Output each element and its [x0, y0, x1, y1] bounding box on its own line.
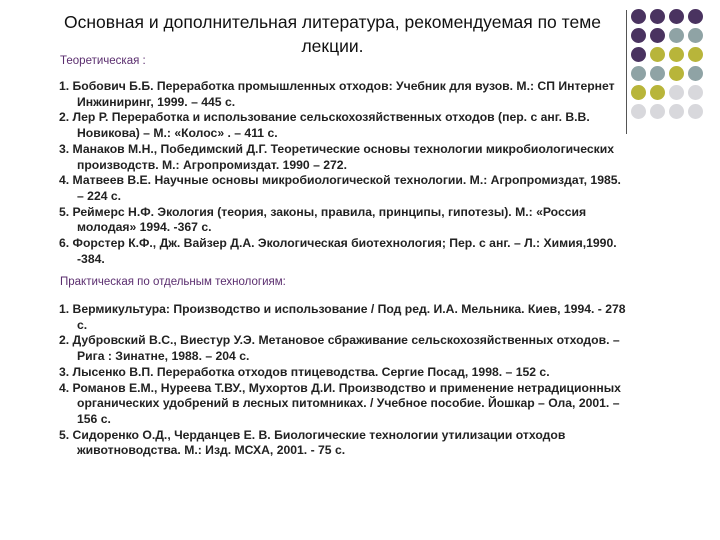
reference-item: 4. Романов Е.М., Нуреева Т.ВУ., Мухортов Д.И. Производство и применение нетрадиционных органических удобрений в лесных питомниках. / Учебное пособие. Йошкар – Ола, 2001. – 156 с.: [59, 380, 621, 426]
decorative-dot: [688, 104, 703, 119]
reference-item: 1. Бобович Б.Б. Переработка промышленных отходов: Учебник для вузов. М.: СП Интернет Инжиниринг, 1999. – 445 с.: [59, 79, 615, 109]
theory-section-label: Теоретическая :: [60, 55, 146, 67]
reference-item: 2. Дубровский В.С., Виестур У.Э. Метановое сбраживание сельскохозяйственных отходов. – Рига : Зинатне, 1988. – 204 с.: [59, 333, 620, 364]
decorative-dot: [669, 47, 684, 62]
decorative-dot: [669, 85, 684, 100]
reference-item: 3. Манаков М.Н., Победимский Д.Г. Теоретические основы технологии микробиологических производств. М.: Агропромиздат. 1990 – 272.: [59, 141, 614, 172]
reference-item: 2. Лер Р. Переработка и использование сельскохозяйственных отходов (пер. с анг. В.В. Новикова) – М.: «Колос» . – 411 с.: [59, 110, 590, 141]
decorative-dot: [669, 104, 684, 119]
decorative-dot: [631, 85, 646, 100]
decorative-dot: [688, 47, 703, 62]
reference-item: 3. Лысенко В.П. Переработка отходов птицеводства. Сергие Посад, 1998. – 152 с.: [59, 364, 550, 379]
decorative-dot: [631, 9, 646, 24]
decorative-dot: [650, 66, 665, 81]
reference-item: 5. Реймерс Н.Ф. Экология (теория, законы, правила, принципы, гипотезы). М.: «Россия молодая» 1994. -367 с.: [59, 204, 587, 235]
decorative-dot: [631, 28, 646, 43]
decorative-dot-grid: [631, 9, 720, 124]
theory-reference-list: [59, 79, 629, 267]
reference-item: 4. Матвеев В.Е. Научные основы микробиологической технологии. М.: Агропромиздат, 1985. – 224 с.: [59, 173, 621, 203]
decorative-dot: [688, 85, 703, 100]
decorative-dot: [688, 28, 703, 43]
decorative-dot: [631, 66, 646, 81]
reference-item: 5. Сидоренко О.Д., Черданцев Е. В. Биологические технологии утилизации отходов животноводства. М.: Изд. МСХА, 2001. - 75 с.: [59, 427, 566, 458]
reference-item: 1. Вермикультура: Производство и использование / Под ред. И.А. Мельника. Киев, 1994. - 278 с.: [59, 302, 626, 332]
decorative-dot: [688, 9, 703, 24]
decorative-dot: [631, 104, 646, 119]
decorative-dot: [650, 104, 665, 119]
decorative-dot: [631, 47, 646, 62]
decorative-dot: [650, 28, 665, 43]
practice-reference-list: [59, 302, 629, 459]
page-title: Основная и дополнительная литература, рекомендуемая по теме лекции.: [64, 12, 601, 56]
decorative-dot: [688, 66, 703, 81]
practice-section-label: Практическая по отдельным технологиям:: [60, 276, 286, 288]
reference-item: 6. Форстер К.Ф., Дж. Вайзер Д.А. Экологическая биотехнология; Пер. с анг. – Л.: Химия,1990. -384.: [59, 236, 617, 266]
decorative-dot: [669, 66, 684, 81]
decorative-dot: [650, 47, 665, 62]
decorative-dot: [650, 9, 665, 24]
decorative-dot: [650, 85, 665, 100]
decorative-dot: [669, 28, 684, 43]
decorative-dot: [669, 9, 684, 24]
